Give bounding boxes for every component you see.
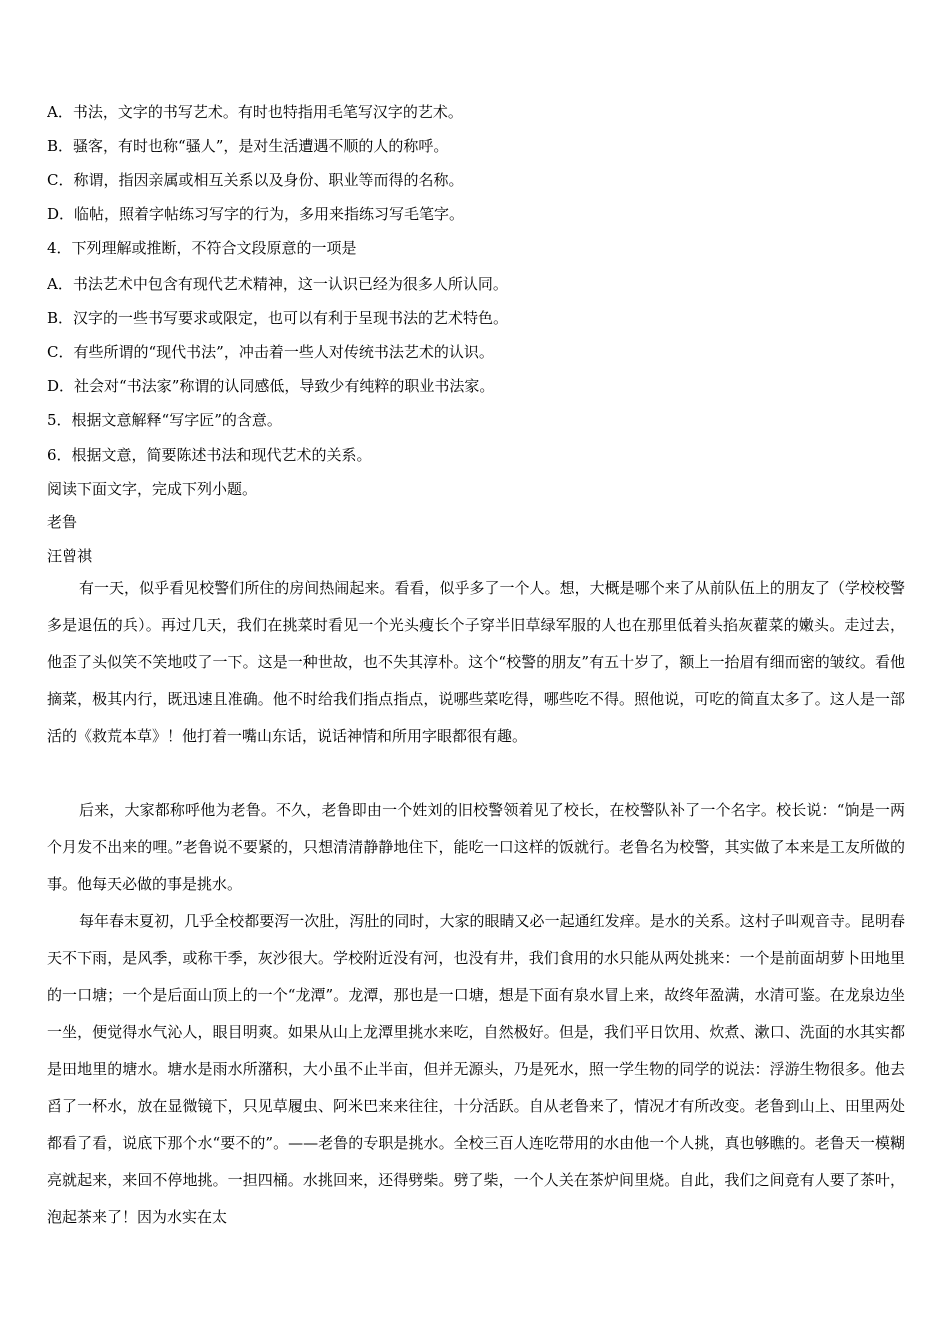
article-paragraph-2: 后来，大家都称呼他为老鲁。不久，老鲁即由一个姓刘的旧校警领着见了校长，在校警队补了一个名字。校长说：“饷是一两个月发不出来的哩。”老鲁说不要紧的，只想清清静静地住下，能吃一口这样的饭就行。老鲁名为校警，其实做了本来是工友所做的事。他每天必做的事是挑水。 [47, 801, 905, 893]
article-author: 汪曾祺 [47, 547, 93, 565]
reading-instruction: 阅读下面文字，完成下列小题。 [47, 480, 258, 498]
question-5: 5．根据文意解释“写字匠”的含意。 [47, 411, 282, 429]
q3-option-b: B．骚客，有时也称“骚人”，是对生活遭遇不顺的人的称呼。 [47, 137, 449, 155]
question-6: 6．根据文意，简要陈述书法和现代艺术的关系。 [47, 446, 372, 464]
q3-option-c: C．称谓，指因亲属或相互关系以及身份、职业等而得的名称。 [47, 171, 464, 189]
article-title: 老鲁 [47, 513, 78, 531]
q3-option-a: A．书法，文字的书写艺术。有时也特指用毛笔写汉字的艺术。 [47, 103, 463, 121]
q4-option-d: D．社会对“书法家”称谓的认同感低，导致少有纯粹的职业书法家。 [47, 377, 495, 395]
q4-option-b: B．汉字的一些书写要求或限定，也可以有利于呈现书法的艺术特色。 [47, 309, 509, 327]
q3-option-d: D．临帖，照着字帖练习写字的行为，多用来指练习写毛笔字。 [47, 205, 465, 223]
article-paragraph-1: 有一天，似乎看见校警们所住的房间热闹起来。看看，似乎多了一个人。想，大概是哪个来了从前队伍上的朋友了（学校校警多是退伍的兵）。再过几天，我们在挑菜时看见一个光头瘦长个子穿半旧草绿军服的人也在那里低着头掐灰藋菜的嫩头。走过去，他歪了头似笑不笑地哎了一下。这是一种世故，也不失其淳朴。这个“校警的朋友”有五十岁了，额上一抬眉有细而密的皱纹。看他摘菜，极其内行，既迅速且准确。他不时给我们指点指点，说哪些菜吃得，哪些吃不得。照他说，可吃的简直太多了。这人是一部活的《救荒本草》！他打着一嘴山东话，说话神情和所用字眼都很有趣。 [47, 579, 905, 745]
q4-option-a: A．书法艺术中包含有现代艺术精神，这一认识已经为很多人所认同。 [47, 275, 508, 293]
q4-option-c: C．有些所谓的“现代书法”，冲击着一些人对传统书法艺术的认识。 [47, 343, 494, 361]
article-paragraph-3: 每年春末夏初，几乎全校都要泻一次肚，泻肚的同时，大家的眼睛又必一起通红发痒。是水的关系。这村子叫观音寺。昆明春天不下雨，是风季，或称干季，灰沙很大。学校附近没有河，也没有井，我们食用的水只能从两处挑来：一个是前面胡萝卜田地里的一口塘；一个是后面山顶上的一个“龙潭”。龙潭，那也是一口塘，想是下面有泉水冒上来，故终年盈满，水清可鉴。在龙泉边坐一坐，便觉得水气沁人，眼目明爽。如果从山上龙潭里挑水来吃，自然极好。但是，我们平日饮用、炊煮、漱口、洗面的水其实都是田地里的塘水。塘水是雨水所潴积，大小虽不止半亩，但并无源头，乃是死水，照一学生物的同学的说法：浮游生物很多。他去舀了一杯水，放在显微镜下，只见草履虫、阿米巴来来往往，十分活跃。自从老鲁来了，情况才有所改变。老鲁到山上、田里两处都看了看，说底下那个水“要不的”。——老鲁的专职是挑水。全校三百人连吃带用的水由他一个人挑，真也够瞧的。老鲁天一模糊亮就起来，来回不停地挑。一担四桶。水挑回来，还得劈柴。劈了柴，一个人关在茶炉间里烧。自此，我们之间竟有人要了茶叶，泡起茶来了！因为水实在太 [47, 912, 905, 1226]
question-4-stem: 4．下列理解或推断，不符合文段原意的一项是 [47, 239, 357, 257]
